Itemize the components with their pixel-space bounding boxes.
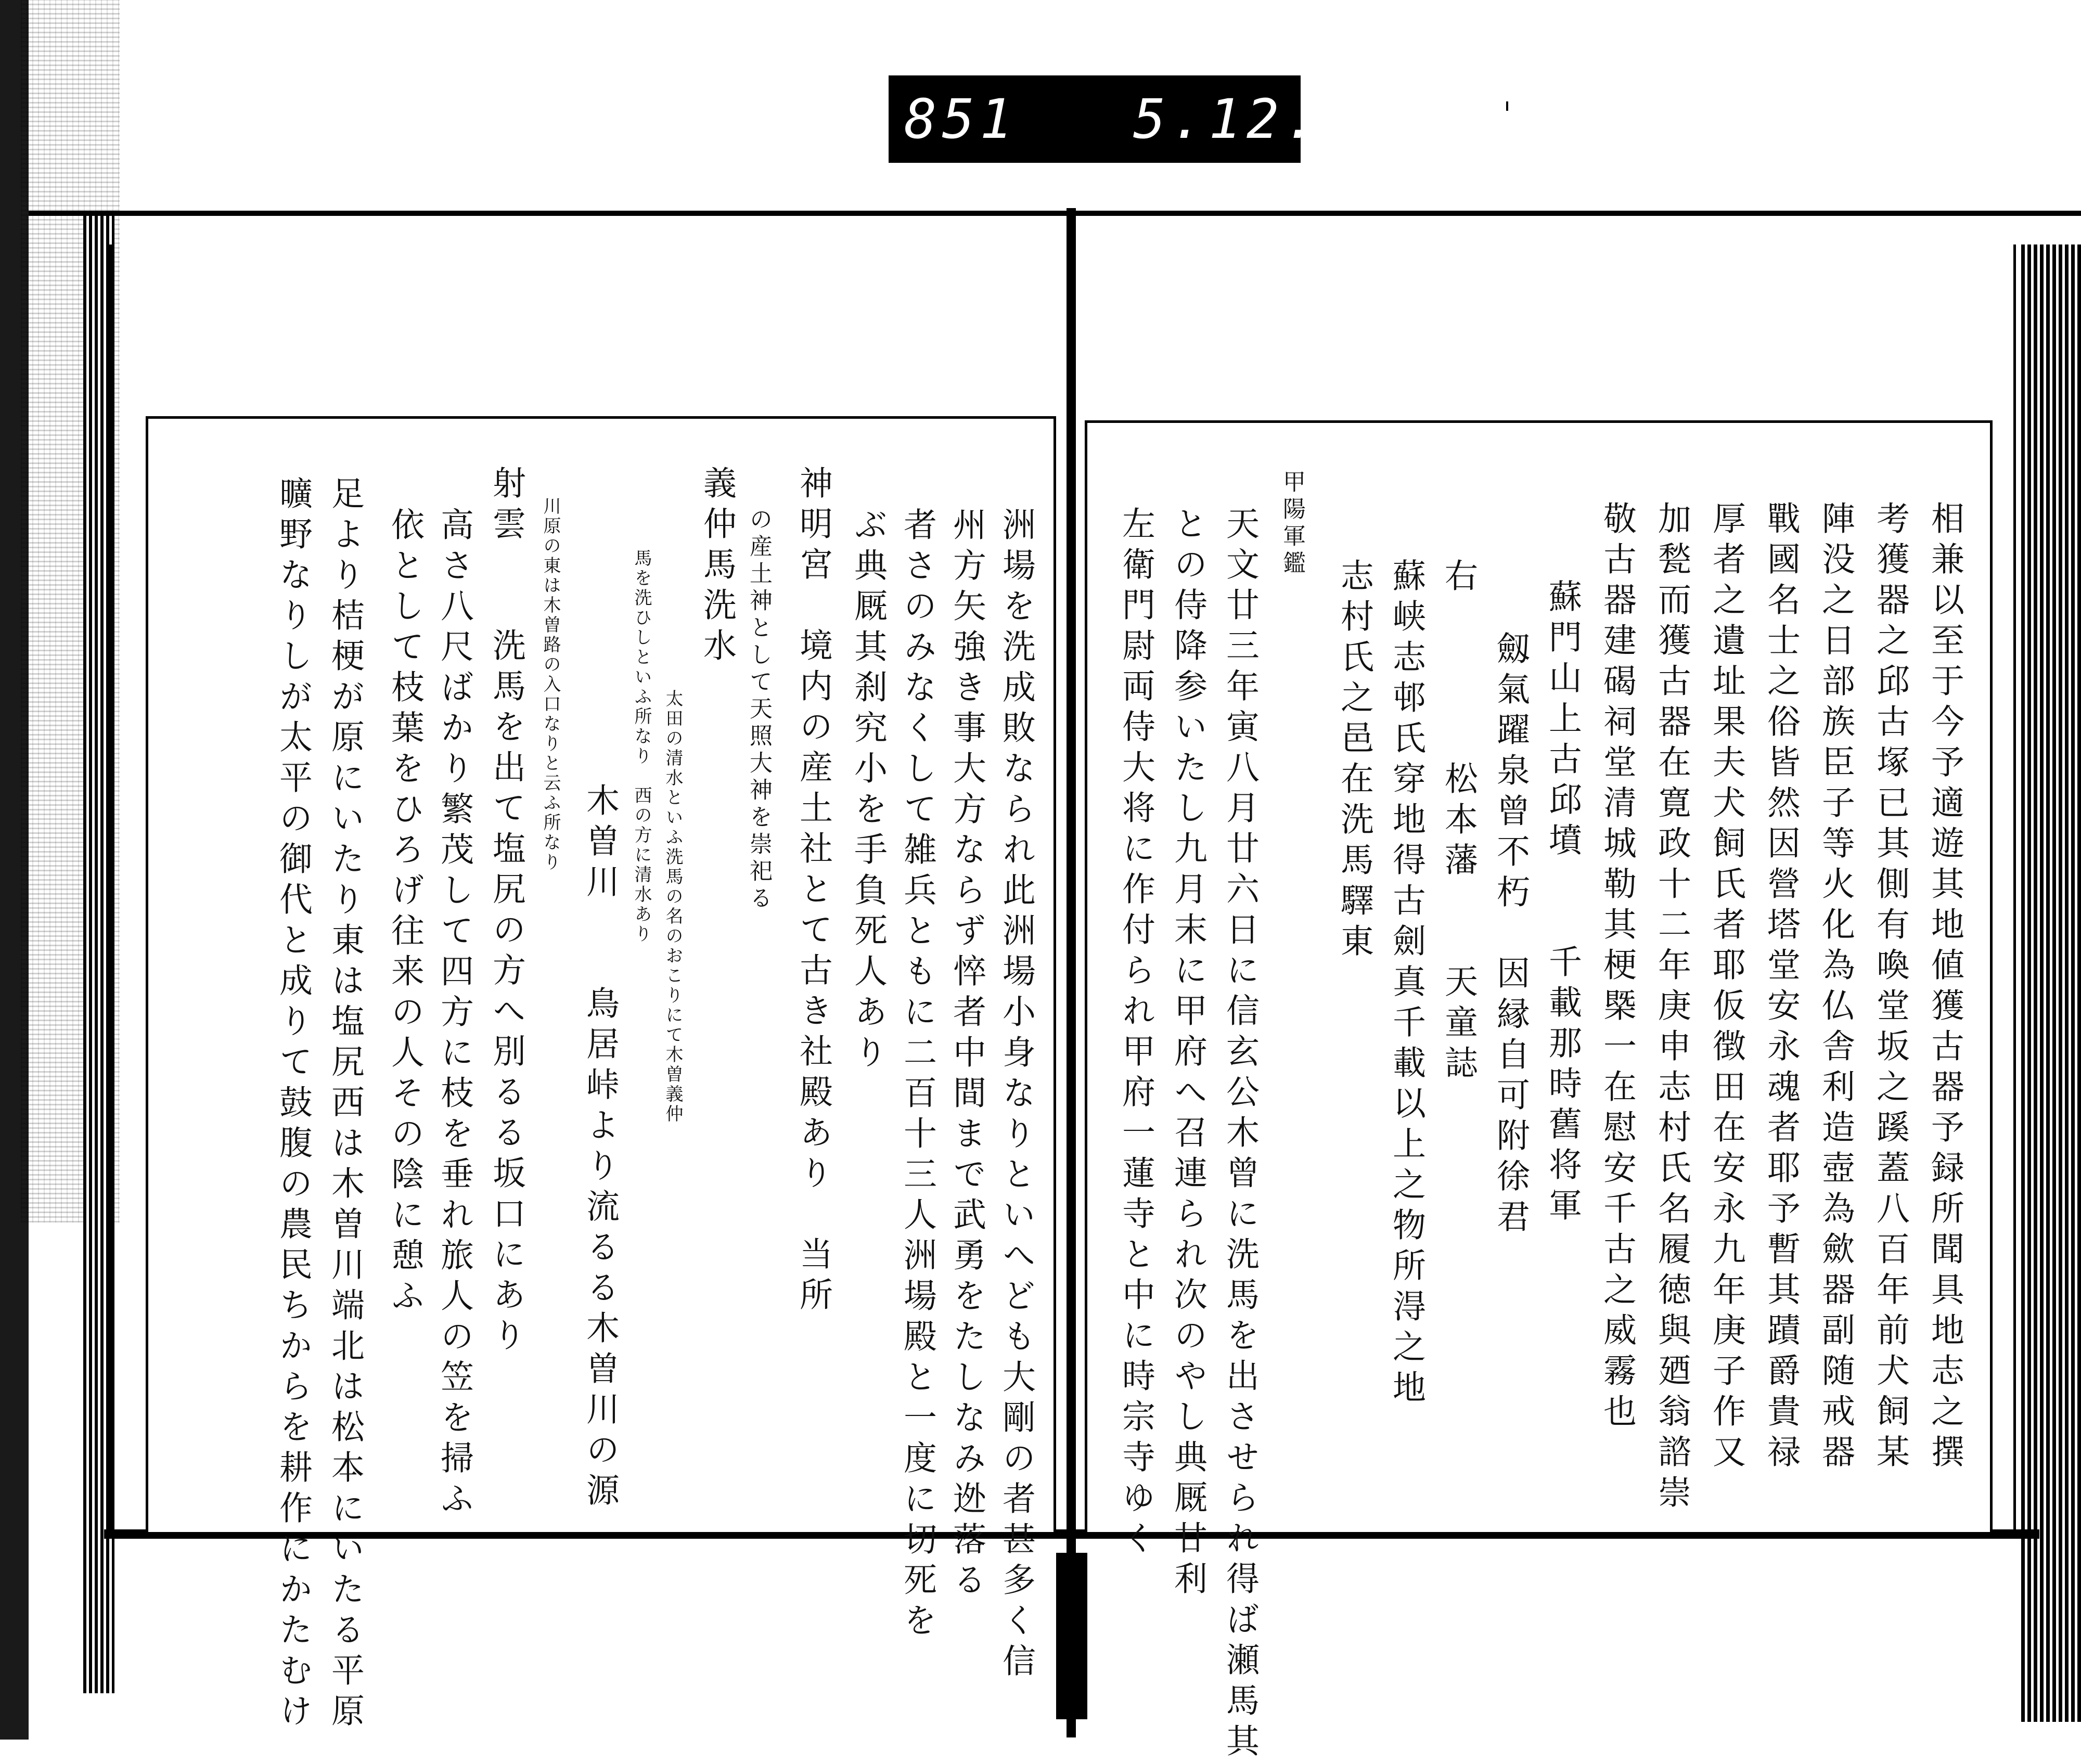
right-jk-col-2: との侍降参いたし九月末に甲府へ召連られ次のやし典厩甘利 [1168,506,1207,1602]
left-col-16: 曠野なりしが太平の御代と成りて鼓腹の農民ちからを耕作にかたむけ [274,476,312,1734]
right-col-12: 志村氏之邑在洗馬驛東 [1335,558,1373,964]
left-col-13: 高さ八尺ばかり繁茂して四方に枝を垂れ旅人の笠を掃ふ [435,507,473,1522]
right-page-edges [2021,244,2081,1722]
right-page-frame [1085,420,1993,1764]
right-page-border [2013,244,2016,1535]
right-col-1: 相兼以至于今予適遊其地値獲古器予録所聞具地志之撰 [1925,501,1964,1475]
right-jk-col-1: 天文廿三年寅八月廿六日に信玄公木曾に洗馬を出させられ得ば瀬馬其 [1221,506,1259,1764]
left-page-frame [146,416,1056,1734]
right-heading: 甲陽軍鑑 [1279,470,1305,578]
left-col-7: 義仲馬洗水 [698,466,736,668]
left-col-11: 川原の東は木曽路の入口なりと云ふ所なり [540,497,561,872]
speck-mark [1506,101,1508,111]
right-col-3: 陣没之日部族臣子等火化為仏舎利造壺為歛器副随戒器 [1816,501,1855,1475]
catalog-number: 851 [904,87,1018,151]
left-col-3: 者さのみなくして雑兵ともに二百十三人洲場殿と一度に切死を [898,507,936,1643]
left-col-6: の産土神として天照大神を崇祀る [746,507,772,913]
left-col-5: 神明宮 境内の産土社とて古き社殿あり 当所 [794,466,832,1318]
right-col-7: 敬古器建碣祠堂清城勒其梗槩一在慰安千古之威霧也 [1598,501,1636,1434]
left-col-2: 州方矢強き事大方ならず悴者中間まで武勇をたしなみ迯落る [947,507,986,1603]
right-col-2: 考獲器之邱古塚已其側有喚堂坂之蹊蓋八百年前犬飼某 [1871,501,1909,1475]
left-col-4: ぶ典厩其刹究小を手負死人あり [849,507,887,1075]
book-gutter-foot [1056,1553,1087,1719]
book-top-edge [29,211,2081,216]
right-col-4: 戰國名士之俗皆然因營塔堂安永魂者耶予暫其蹟爵貴禄 [1762,501,1800,1475]
left-col-9: 馬を洗ひしといふ所なり 西の方に清水あり [631,549,652,944]
left-col-15: 足より桔梗が原にいたり東は塩尻西は木曽川端北は松本にいたる平原 [326,476,364,1734]
right-col-5: 厚者之遺址果夫犬飼氏者耶仮徴田在安永九年庚子作又 [1707,501,1745,1475]
left-col-8: 太田の清水といふ洗馬の名のおこりにて木曽義仲 [662,689,683,1124]
right-col-poem-2: 劔氣躍泉曾不朽 因縁自可附徐君 [1491,631,1530,1240]
right-jk-col-3: 左衛門尉両侍大将に作付られ甲府一蓮寺と中に時宗寺ゆく [1116,506,1155,1561]
right-col-11: 蘇峡志邨氏穿地得古劍真千載以上之物所淂之地 [1387,558,1425,1410]
left-page-border [109,244,112,1535]
left-col-1: 洲場を洗成敗なられ此洲場小身なりといへども大剛の者甚多く信 [997,507,1035,1684]
book-gutter [1067,208,1076,1737]
right-col-6: 加甃而獲古器在寛政十二年庚申志村氏名履徳與廼翁諮崇 [1652,501,1691,1515]
left-col-10: 木曽川 鳥居峠より流るる木曽川の源 [581,783,619,1513]
right-col-poem-1: 蘇門山上古邱墳 千載那時舊将軍 [1543,579,1582,1228]
left-col-14: 依として枝葉をひろげ往来の人その陰に憩ふ [386,507,424,1319]
right-col-attribution: 右 松本藩 天童誌 [1439,558,1478,1086]
catalog-date: 5.12. [1133,87,1322,151]
catalog-label [889,75,1322,163]
left-col-12: 射雲 洗馬を出て塩尻の方へ別るる坂口にあり [487,466,525,1358]
